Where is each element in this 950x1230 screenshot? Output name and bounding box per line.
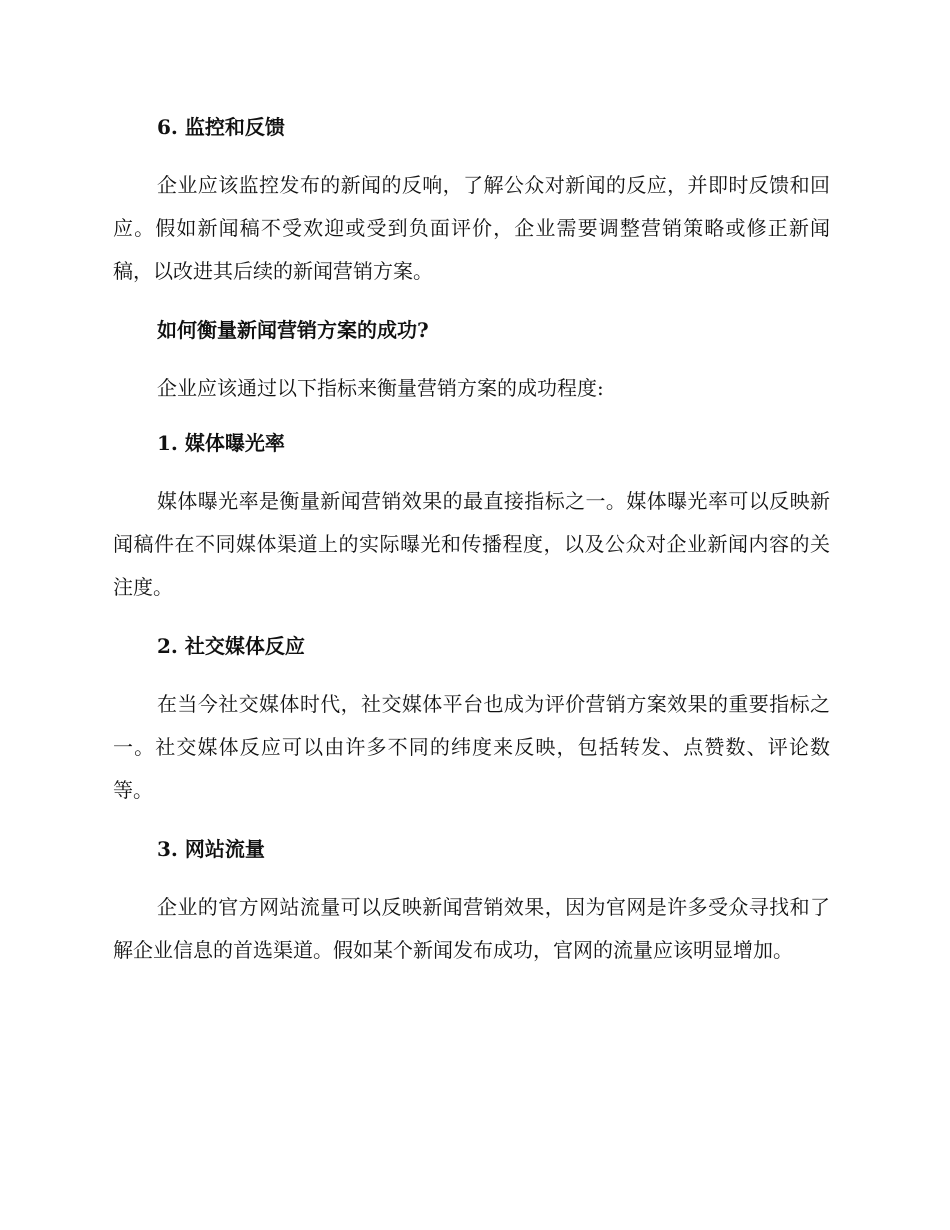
paragraph-monitoring-feedback: 企业应该监控发布的新闻的反响，了解公众对新闻的反应，并即时反馈和回应。假如新闻稿不受欢迎或受到负面评价，企业需要调整营销策略或修正新闻稿，以改进其后续的新闻营销方案。 (113, 173, 830, 283)
section-heading-measure-success: 如何衡量新闻营销方案的成功? (157, 318, 429, 342)
paragraph-website-traffic: 企业的官方网站流量可以反映新闻营销效果，因为官网是许多受众寻找和了解企业信息的首选渠道。假如某个新闻发布成功，官网的流量应该明显增加。 (113, 895, 830, 962)
section-heading-monitoring-feedback: 6. 监控和反馈 (157, 115, 285, 139)
document-body (113, 108, 830, 990)
section-heading-social-media: 2. 社交媒体反应 (157, 634, 305, 658)
section-heading-website-traffic: 3. 网站流量 (157, 837, 265, 861)
paragraph-social-media: 在当今社交媒体时代，社交媒体平台也成为评价营销方案效果的重要指标之一。社交媒体反应可以由许多不同的纬度来反映，包括转发、点赞数、评论数等。 (113, 692, 830, 802)
paragraph-measure-intro: 企业应该通过以下指标来衡量营销方案的成功程度: (157, 376, 604, 400)
paragraph-media-exposure: 媒体曝光率是衡量新闻营销效果的最直接指标之一。媒体曝光率可以反映新闻稿件在不同媒体渠道上的实际曝光和传播程度，以及公众对企业新闻内容的关注度。 (113, 489, 830, 599)
section-heading-media-exposure: 1. 媒体曝光率 (157, 431, 285, 455)
